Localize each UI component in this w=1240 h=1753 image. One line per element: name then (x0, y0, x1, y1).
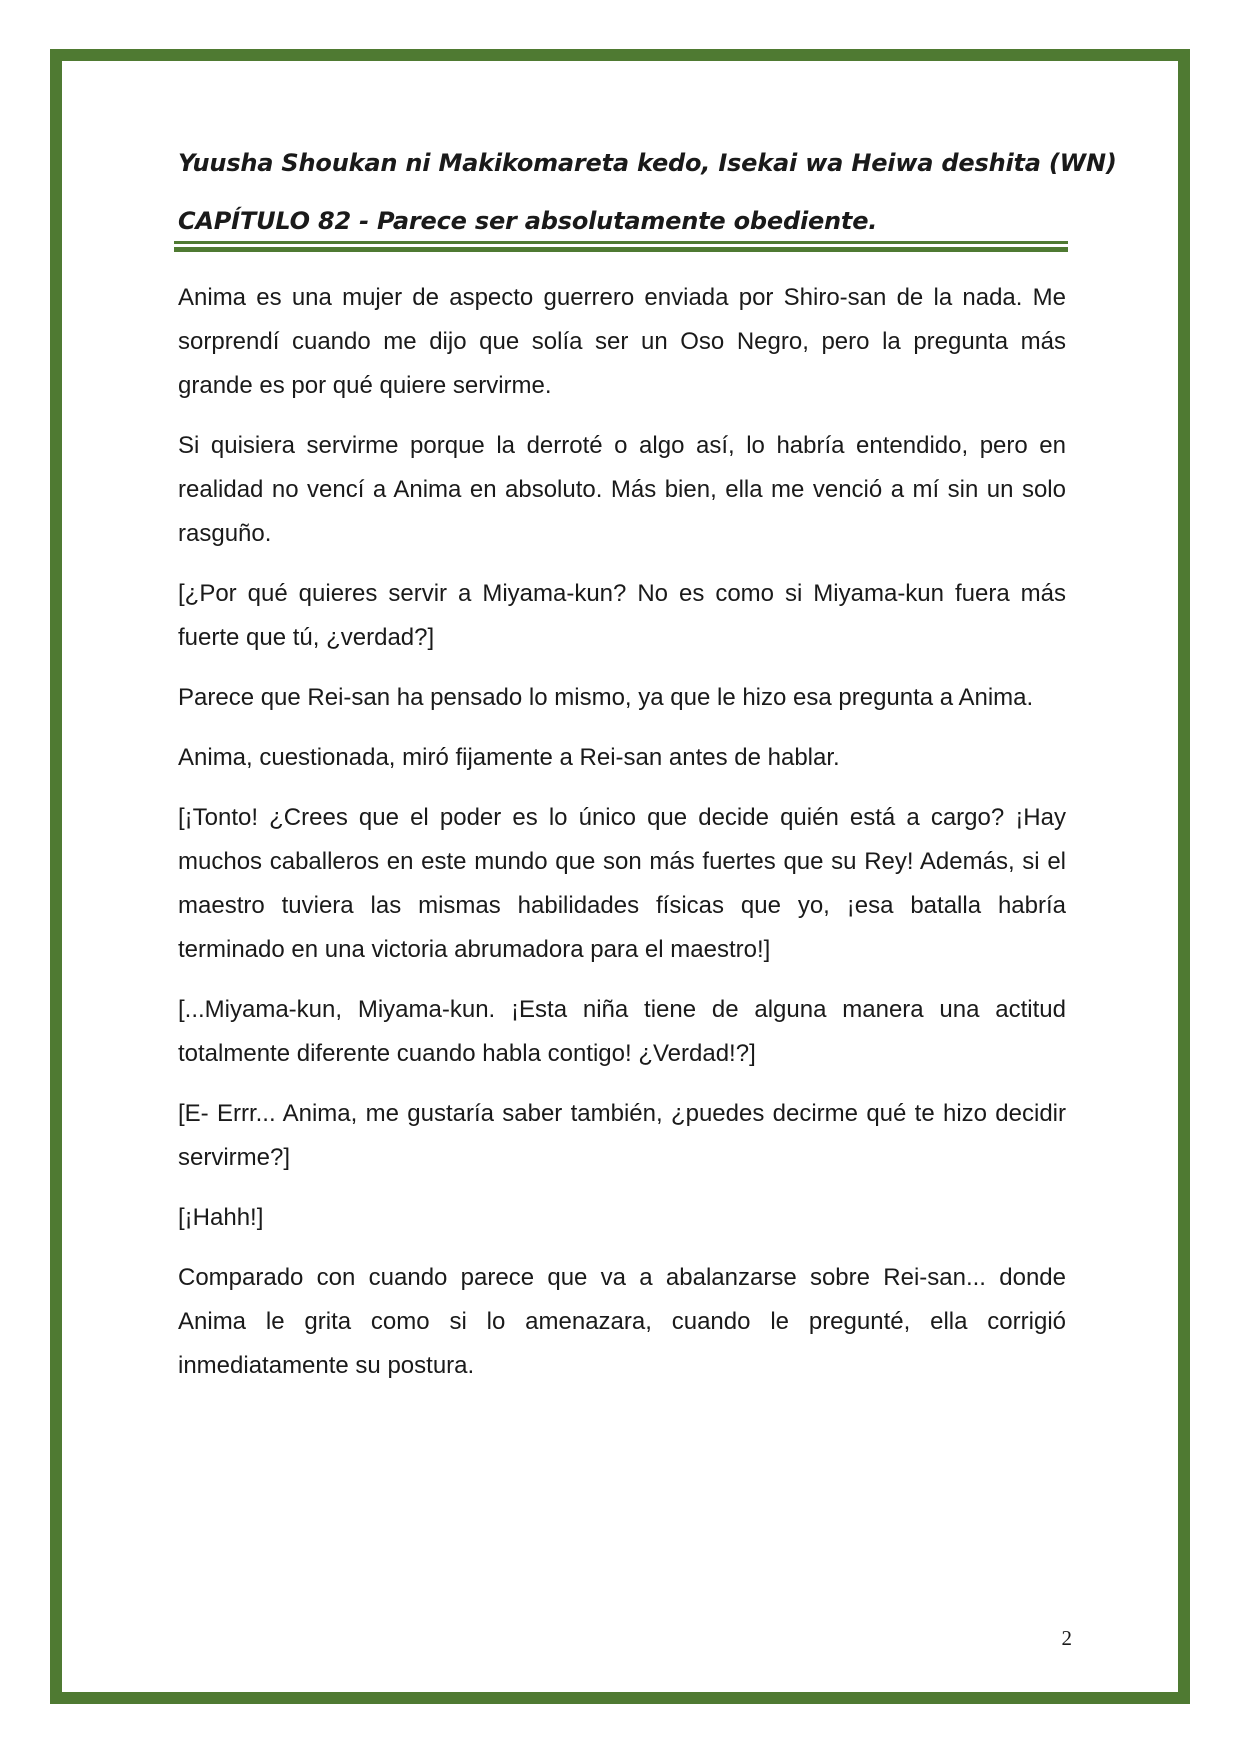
series-title: Yuusha Shoukan ni Makikomareta kedo, Isekai wa Heiwa deshita (WN) (178, 149, 1117, 177)
paragraph: [¡Hahh!] (178, 1204, 264, 1231)
paragraph: Si quisiera servirme porque la derroté o algo así, lo habría entendido, pero en realidad no vencí a Anima en absoluto. Más bien, ella me venció a mí sin un solo rasguño. (178, 432, 1066, 547)
paragraph: [E- Errr... Anima, me gustaría saber también, ¿puedes decirme qué te hizo decidir servirme?] (178, 1100, 1066, 1171)
paragraph: Anima es una mujer de aspecto guerrero enviada por Shiro-san de la nada. Me sorprendí cuando me dijo que solía ser un Oso Negro, pero la pregunta más grande es por qué quiere servirme. (178, 284, 1066, 399)
page-content (178, 140, 1117, 1404)
body-text (178, 276, 1066, 1388)
paragraph: [...Miyama-kun, Miyama-kun. ¡Esta niña tiene de alguna manera una actitud totalmente diferente cuando habla contigo! ¿Verdad!?] (178, 996, 1066, 1067)
chapter-title: CAPÍTULO 82 - Parece ser absolutamente obediente. (178, 207, 878, 235)
page-number: 2 (1061, 1626, 1072, 1650)
paragraph: Anima, cuestionada, miró fijamente a Rei-san antes de hablar. (178, 744, 840, 771)
paragraph: [¿Por qué quieres servir a Miyama-kun? No es como si Miyama-kun fuera más fuerte que tú, ¿verdad?] (178, 580, 1066, 651)
paragraph: Comparado con cuando parece que va a abalanzarse sobre Rei-san... donde Anima le grita como si lo amenazara, cuando le pregunté, ella corrigió inmediatamente su postura. (178, 1264, 1066, 1379)
paragraph: Parece que Rei-san ha pensado lo mismo, ya que le hizo esa pregunta a Anima. (178, 684, 1034, 711)
title-divider (174, 241, 1068, 252)
paragraph: [¡Tonto! ¿Crees que el poder es lo único que decide quién está a cargo? ¡Hay muchos caballeros en este mundo que son más fuertes que su Rey! Además, si el maestro tuviera las mismas habilidades físicas que yo, ¡esa batalla habría terminado en una victoria abrumadora para el maestro!] (178, 804, 1066, 963)
divider-thick-line (174, 247, 1068, 252)
